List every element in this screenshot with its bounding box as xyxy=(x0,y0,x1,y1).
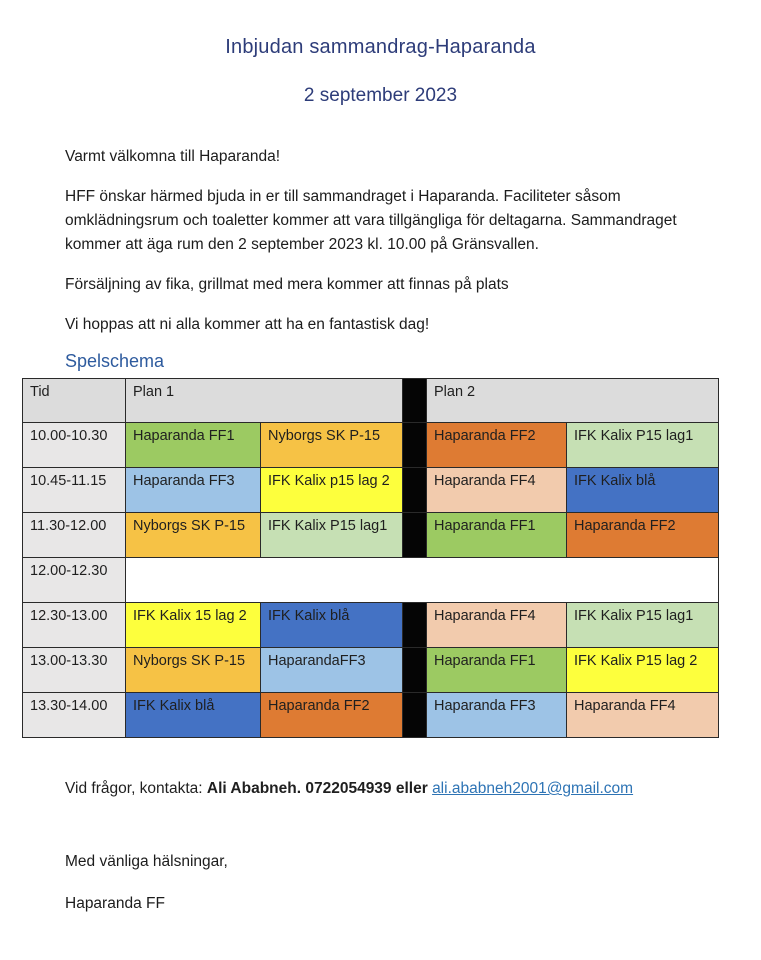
table-row xyxy=(23,603,719,648)
plan-divider xyxy=(403,648,427,693)
team-cell: Haparanda FF4 xyxy=(427,468,567,513)
team-cell: Haparanda FF2 xyxy=(261,693,403,738)
table-row-empty xyxy=(23,558,719,603)
team-cell: IFK Kalix p15 lag 2 xyxy=(261,468,403,513)
empty-slot-cell xyxy=(126,558,719,603)
schedule-header-row xyxy=(23,379,719,423)
paragraph-sales: Försäljning av fika, grillmat med mera kommer att finnas på plats xyxy=(65,276,509,294)
team-cell: Haparanda FF3 xyxy=(427,693,567,738)
contact-line xyxy=(65,780,725,798)
paragraph-hope: Vi hoppas att ni alla kommer att ha en fantastisk dag! xyxy=(65,316,430,334)
col-header-plan1: Plan 1 xyxy=(126,379,403,423)
team-cell: Nyborgs SK P-15 xyxy=(126,513,261,558)
paragraph-body: HFF önskar härmed bjuda in er till sammandraget i Haparanda. Faciliteter såsom omklädningsrum och toaletter kommer att vara tillgängliga för deltagarna. Sammandraget kommer att äga rum den 2 september 2023 kl. 10.00 på Gränsvallen. xyxy=(65,188,677,254)
plan-divider xyxy=(403,513,427,558)
team-cell: IFK Kalix P15 lag1 xyxy=(567,423,719,468)
section-title-spelschema: Spelschema xyxy=(65,351,165,372)
closing-regards: Med vänliga hälsningar, xyxy=(65,853,228,871)
team-cell: Haparanda FF4 xyxy=(427,603,567,648)
table-row xyxy=(23,648,719,693)
paragraph-greeting: Varmt välkomna till Haparanda! xyxy=(65,148,281,165)
closing-signature: Haparanda FF xyxy=(65,895,165,913)
team-cell: IFK Kalix P15 lag1 xyxy=(567,603,719,648)
contact-email-link[interactable]: ali.ababneh2001@gmail.com xyxy=(432,780,634,798)
time-cell: 13.00-13.30 xyxy=(23,648,126,693)
team-cell: Nyborgs SK P-15 xyxy=(126,648,261,693)
team-cell: IFK Kalix blå xyxy=(261,603,403,648)
schedule-table xyxy=(22,378,719,738)
time-cell: 12.00-12.30 xyxy=(23,558,126,603)
time-cell: 13.30-14.00 xyxy=(23,693,126,738)
team-cell: Haparanda FF2 xyxy=(427,423,567,468)
time-cell: 12.30-13.00 xyxy=(23,603,126,648)
col-header-plan2: Plan 2 xyxy=(427,379,719,423)
team-cell: Haparanda FF1 xyxy=(427,648,567,693)
contact-name-phone: Ali Ababneh. 0722054939 eller xyxy=(206,780,433,798)
col-header-tid: Tid xyxy=(23,379,126,423)
team-cell: Nyborgs SK P-15 xyxy=(261,423,403,468)
team-cell: Haparanda FF2 xyxy=(567,513,719,558)
document-title: Inbjudan sammandrag-Haparanda xyxy=(225,36,536,58)
plan-divider xyxy=(403,379,427,423)
plan-divider xyxy=(403,693,427,738)
time-cell: 10.00-10.30 xyxy=(23,423,126,468)
team-cell: Haparanda FF1 xyxy=(126,423,261,468)
contact-prefix: Vid frågor, kontakta: xyxy=(65,780,207,798)
document-date: 2 september 2023 xyxy=(303,85,458,106)
team-cell: Haparanda FF1 xyxy=(427,513,567,558)
team-cell: IFK Kalix blå xyxy=(126,693,261,738)
team-cell: Haparanda FF4 xyxy=(567,693,719,738)
time-cell: 10.45-11.15 xyxy=(23,468,126,513)
plan-divider xyxy=(403,468,427,513)
team-cell: IFK Kalix 15 lag 2 xyxy=(126,603,261,648)
table-row xyxy=(23,693,719,738)
table-row xyxy=(23,468,719,513)
team-cell: IFK Kalix P15 lag1 xyxy=(261,513,403,558)
team-cell: IFK Kalix P15 lag 2 xyxy=(567,648,719,693)
plan-divider xyxy=(403,423,427,468)
team-cell: Haparanda FF3 xyxy=(126,468,261,513)
table-row xyxy=(23,423,719,468)
table-row xyxy=(23,513,719,558)
time-cell: 11.30-12.00 xyxy=(23,513,126,558)
plan-divider xyxy=(403,603,427,648)
team-cell: IFK Kalix blå xyxy=(567,468,719,513)
team-cell: HaparandaFF3 xyxy=(261,648,403,693)
